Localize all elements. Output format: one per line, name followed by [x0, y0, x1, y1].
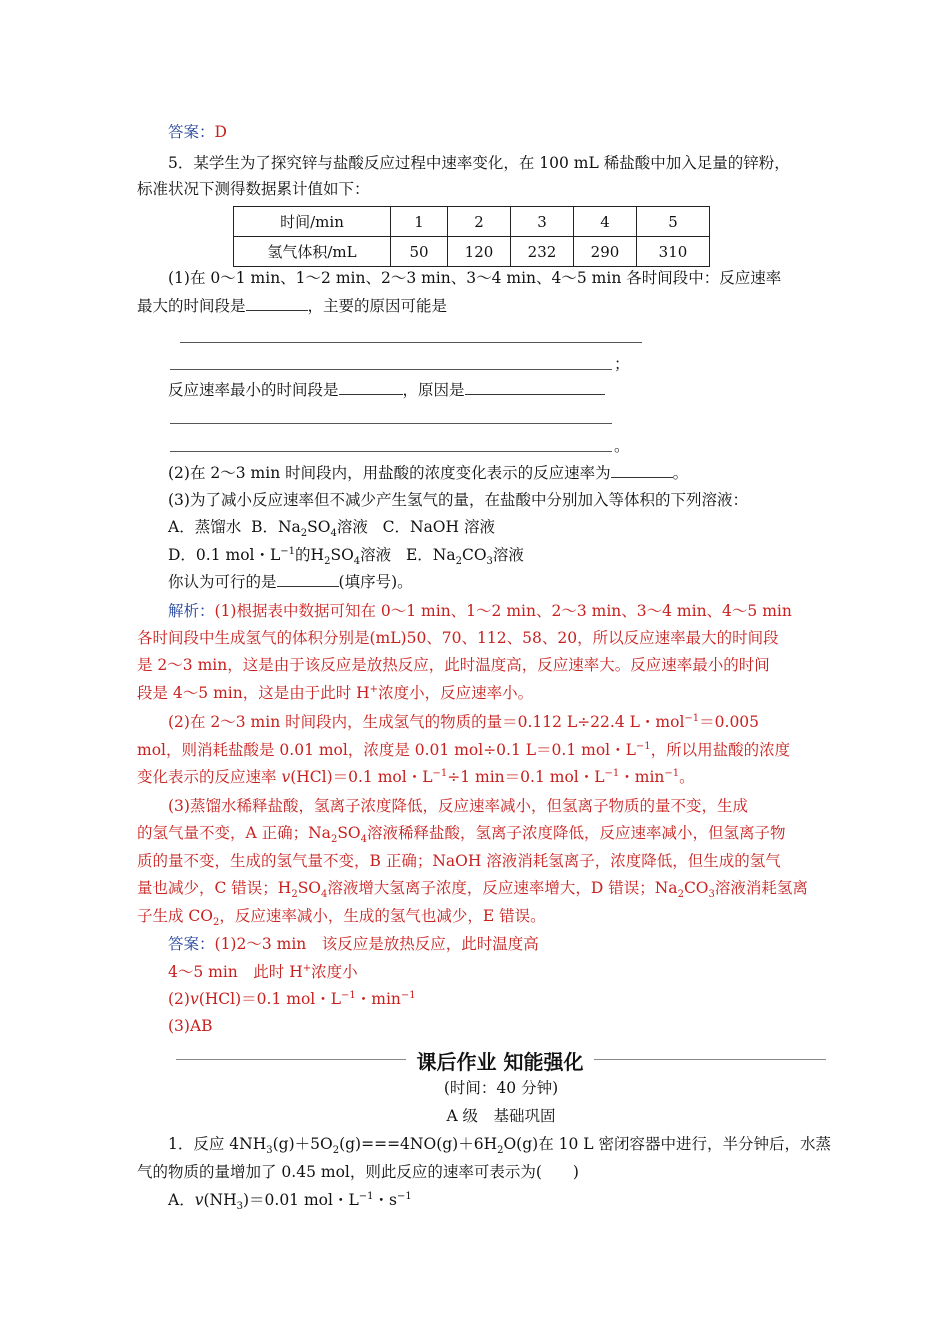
- analysis-text: (1)根据表中数据可知在 0～1 min、1～2 min、2～3 min、3～4 min、4～5 min: [214, 602, 792, 620]
- table-cell: 3: [511, 207, 574, 237]
- analysis-line3: 是 2～3 min，这是由于该反应是放热反应，此时温度高，反应速率大。反应速率最小的时间: [137, 656, 770, 674]
- table-cell: 1: [391, 207, 448, 237]
- answer-line1: 答案：(1)2～3 min 该反应是放热反应，此时温度高: [168, 935, 539, 953]
- analysis-line11: 量也减少，C 错误；$H_2SO_4$溶液增大氢离子浓度，反应速率增大，D 错误；$Na_2CO_3$溶液消耗氢离: [137, 879, 808, 901]
- option-c: C．NaOH 溶液: [382, 518, 495, 536]
- period: 。: [614, 437, 630, 455]
- q1-line2: 气的物质的量增加了 0.45 mol，则此反应的速率可表示为( ): [137, 1163, 579, 1181]
- q1-line1: 1．反应 $4NH_3(g)+5O_2(g)===4NO(g)+6H_2O(g)$在 10 L 密闭容器中进行，半分钟后，水蒸: [168, 1135, 831, 1157]
- analysis-line12: 子生成 $CO_2$，反应速率减小，生成的氢气也减少，E 错误。: [137, 907, 546, 929]
- q5-stem-line1: 5．某学生为了探究锌与盐酸反应过程中速率变化，在 100 mL 稀盐酸中加入足量的锌粉，: [168, 154, 790, 172]
- analysis-line5: (2)在 2～3 min 时间段内，生成氢气的物质的量＝0.112 L÷22.4 L・mol$^{-1}$＝0.005: [168, 712, 760, 731]
- table-cell: 310: [637, 237, 710, 267]
- analysis-line7: 变化表示的反应速率 v(HCl)＝0.1 mol・$L^{-1}\div 1$ min＝0.1 mol・$L^{-1}$・$\min^{-1}$。: [137, 767, 695, 786]
- choose-label: 你认为可行的是: [168, 573, 277, 591]
- answer-label: 答案：: [168, 123, 215, 141]
- table-row-time: [234, 207, 710, 237]
- section-heading: [176, 1044, 826, 1074]
- table-cell: 50: [391, 237, 448, 267]
- answer-blank[interactable]: [611, 463, 673, 478]
- answer-value: D: [214, 123, 227, 141]
- answer-line2: 4～5 min 此时 H+浓度小: [168, 962, 358, 981]
- q5-part2-line: [168, 463, 688, 483]
- q5-part1-line2: [137, 296, 447, 316]
- semicolon: ；: [614, 355, 630, 373]
- answer-blank[interactable]: [339, 380, 403, 395]
- analysis-label: 解析：: [168, 602, 215, 620]
- section-time: (时间：40 分钟): [443, 1079, 559, 1097]
- divider: [176, 1059, 406, 1060]
- answer-line[interactable]: [170, 451, 612, 452]
- table-cell: 2: [448, 207, 511, 237]
- answer-label: 答案：: [168, 935, 215, 953]
- analysis-line4: 段是 4～5 min，这是由于此时 H+浓度小，反应速率小。: [137, 683, 534, 702]
- analysis-line2: 各时间段中生成氢气的体积分别是(mL)50、70、112、58、20，所以反应速率最大的时间段: [137, 629, 779, 647]
- analysis-line8: (3)蒸馏水稀释盐酸，氢离子浓度降低，反应速率减小，但氢离子物质的量不变，生成: [168, 797, 748, 815]
- choose-hint: (填序号)。: [338, 573, 413, 591]
- table-cell: 120: [448, 237, 511, 267]
- analysis-line9: 的氢气量不变，A 正确；$Na_2SO_4$溶液稀释盐酸，氢离子浓度降低，反应速率减小，但氢离子物: [137, 824, 786, 846]
- part1-max-label: 最大的时间段是: [137, 297, 246, 315]
- answer-blank[interactable]: [277, 572, 339, 587]
- q5-part1-min-line: [168, 380, 605, 400]
- answer-blank[interactable]: [465, 380, 605, 395]
- table-header-volume: 氢气体积/mL: [234, 237, 391, 267]
- part1-min-reason-label: ，原因是: [402, 381, 465, 399]
- option-e: E．$Na_2CO_3$溶液: [405, 546, 524, 568]
- section-level: A 级 基础巩固: [446, 1107, 556, 1125]
- q5-options-line1: [168, 517, 495, 540]
- answer-line[interactable]: [170, 369, 612, 370]
- q5-options-line2: [168, 545, 524, 568]
- prev-answer-line: [168, 122, 227, 142]
- option-a: A．蒸馏水: [168, 518, 242, 536]
- part1-reason-label: ，主要的原因可能是: [307, 297, 448, 315]
- table-cell: 5: [637, 207, 710, 237]
- part1-min-label: 反应速率最小的时间段是: [168, 381, 339, 399]
- option-b: B．$Na_2SO_4$溶液: [251, 518, 368, 540]
- q5-part1-line1: (1)在 0～1 min、1～2 min、2～3 min、3～4 min、4～5 min 各时间段中：反应速率: [168, 269, 782, 287]
- q5-stem-line2: 标准状况下测得数据累计值如下：: [137, 180, 370, 198]
- analysis-line10: 质的量不变，生成的氢气量不变，B 正确；NaOH 溶液消耗氢离子，浓度降低，但生成的氢气: [137, 852, 781, 870]
- q5-choose-line: [168, 572, 413, 592]
- table-cell: 232: [511, 237, 574, 267]
- data-table: [233, 206, 710, 267]
- option-d: D．0.1 mol・$L^{-1}$的$H_2SO_4$溶液: [168, 545, 392, 568]
- answer-line4: (3)AB: [168, 1017, 213, 1035]
- divider: [594, 1059, 826, 1060]
- part2-period: 。: [672, 464, 689, 482]
- q1-option-a: A．$v(NH_3)=0.01$ mol・$L^{-1}$・$s^{-1}$: [168, 1190, 412, 1213]
- section-title: 课后作业 知能强化: [416, 1050, 584, 1074]
- analysis-line6: mol，则消耗盐酸是 0.01 mol，浓度是 0.01 mol÷0.1 L＝0.1 mol・$L^{-1}$，所以用盐酸的浓度: [137, 740, 791, 759]
- answer-line[interactable]: [180, 342, 642, 343]
- table-row-volume: [234, 237, 710, 267]
- answer-line[interactable]: [170, 423, 612, 424]
- table-cell: 4: [574, 207, 637, 237]
- part2-label: (2)在 2～3 min 时间段内，用盐酸的浓度变化表示的反应速率为: [168, 464, 611, 482]
- analysis-line1: [168, 601, 792, 621]
- table-cell: 290: [574, 237, 637, 267]
- table-header-time: 时间/min: [234, 207, 391, 237]
- answer-blank[interactable]: [246, 296, 308, 311]
- q5-part3-stem: (3)为了减小反应速率但不减少产生氢气的量，在盐酸中分别加入等体积的下列溶液：: [168, 491, 748, 509]
- answer-line3: (2)v(HCl)＝0.1 mol・$L^{-1}$・$\min^{-1}$: [168, 989, 416, 1008]
